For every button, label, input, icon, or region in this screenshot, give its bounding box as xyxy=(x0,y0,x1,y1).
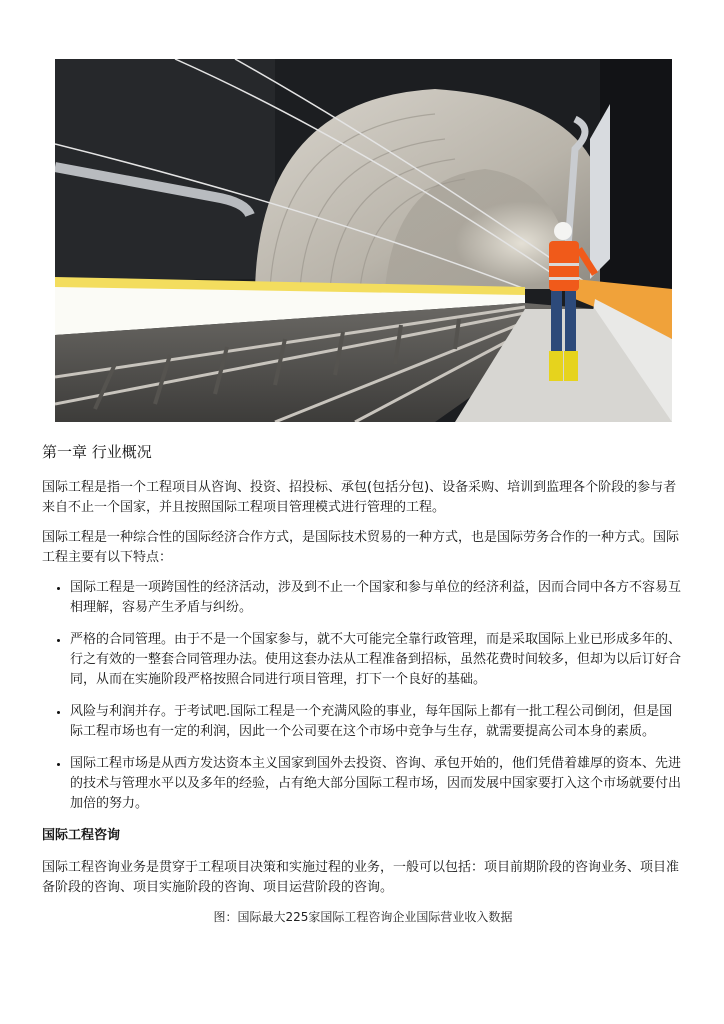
list-item: • 风险与利润并存。于考试吧.国际工程是一个充满风险的事业，每年国际上都有一批工程公司倒闭，但是国际工程市场也有一定的利润，因此一个公司要在这个市场中竞争与生存，就需要提高公司本身的素质。 xyxy=(70,702,684,742)
figure-caption: 图：国际最大225家国际工程咨询企业国际营业收入数据 xyxy=(213,910,513,924)
intro-paragraph-1: 国际工程是指一个工程项目从咨询、投资、招投标、承包(包括分包)、设备采购、培训到监理各个阶段的参与者来自不止一个国家，并且按照国际工程项目管理模式进行管理的工程。 xyxy=(42,480,677,515)
document-body xyxy=(42,442,684,926)
chapter-title: 第一章 行业概况 xyxy=(42,443,152,461)
list-item: • 严格的合同管理。由于不是一个国家参与，就不大可能完全靠行政管理，而是采取国际上业已形成多年的、行之有效的一整套合同管理办法。使用这套办法从工程准备到招标，虽然花费时间较多，但却为以后订好合同，从而在实施阶段严格按照合同进行项目管理，打下一个良好的基础。 xyxy=(70,630,684,690)
list-item: • 国际工程是一项跨国性的经济活动，涉及到不止一个国家和参与单位的经济利益，因而合同中各方不容易互相理解，容易产生矛盾与纠纷。 xyxy=(70,578,684,618)
section-heading: 国际工程咨询 xyxy=(42,828,121,843)
section-paragraph: 国际工程咨询业务是贯穿于工程项目决策和实施过程的业务，一般可以包括：项目前期阶段的咨询业务、项目准备阶段的咨询、项目实施阶段的咨询、项目运营阶段的咨询。 xyxy=(42,860,680,895)
intro-paragraph-2: 国际工程是一种综合性的国际经济合作方式，是国际技术贸易的一种方式，也是国际劳务合作的一种方式。国际工程主要有以下特点： xyxy=(42,530,680,565)
list-item: • 国际工程市场是从西方发达资本主义国家到国外去投资、咨询、承包开始的，他们凭借着雄厚的资本、先进的技术与管理水平以及多年的经验，占有绝大部分国际工程市场，因而发展中国家要打入这个市场就要付出加倍的努力。 xyxy=(70,754,684,814)
feature-list xyxy=(42,578,684,814)
tunnel-photo xyxy=(55,59,672,422)
